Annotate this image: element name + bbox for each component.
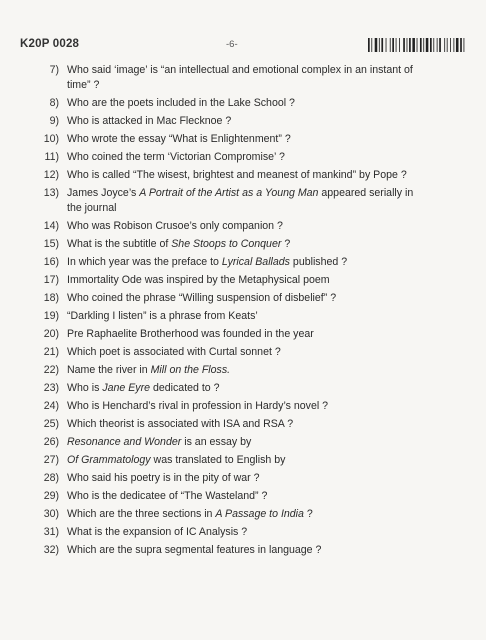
question-title-italic: Mill on the Floss. xyxy=(150,364,231,376)
question-number: 27) xyxy=(43,454,59,466)
question-item xyxy=(0,291,486,306)
question-text-segment: Who is attacked in Mac Flecknoe ? xyxy=(67,115,232,127)
question-text xyxy=(67,237,418,252)
paper-code: K20P 0028 xyxy=(20,38,80,50)
question-item xyxy=(0,471,486,486)
question-text-segment: Immortality Ode was inspired by the Metaphysical poem xyxy=(67,274,330,286)
question-item xyxy=(0,525,486,540)
question-text-segment: was translated to English by xyxy=(150,454,286,466)
question-item xyxy=(0,327,486,342)
question-text xyxy=(67,453,418,468)
question-text-segment: Who is the dedicatee of “The Wasteland” ? xyxy=(67,490,268,502)
question-text-segment: ? xyxy=(303,508,313,520)
question-list xyxy=(0,63,486,561)
question-text-segment: dedicated to ? xyxy=(150,382,220,394)
question-text-segment: Who said ‘image’ is “an intellectual and emotional complex in an instant of time” ? xyxy=(67,64,413,91)
question-text-segment: ? xyxy=(281,238,291,250)
question-item xyxy=(0,363,486,378)
question-item xyxy=(0,381,486,396)
question-text xyxy=(67,186,418,216)
question-item xyxy=(0,255,486,270)
question-item xyxy=(0,219,486,234)
question-text xyxy=(67,309,418,324)
question-number: 17) xyxy=(43,274,59,286)
question-title-italic: A Portrait of the Artist as a Young Man xyxy=(139,187,319,199)
question-item xyxy=(0,96,486,111)
question-number: 16) xyxy=(43,256,59,268)
question-text-segment: Who is called “The wisest, brightest and meanest of mankind” by Pope ? xyxy=(67,169,407,181)
question-text xyxy=(67,219,418,234)
question-text xyxy=(67,96,418,111)
question-text xyxy=(67,399,418,414)
question-item xyxy=(0,435,486,450)
question-item xyxy=(0,237,486,252)
question-item xyxy=(0,417,486,432)
question-text-segment: appeared serially in the journal xyxy=(67,187,414,214)
question-text xyxy=(67,114,418,129)
question-text xyxy=(67,435,418,450)
question-number: 18) xyxy=(43,292,59,304)
question-item xyxy=(0,186,486,216)
question-item xyxy=(0,132,486,147)
question-text xyxy=(67,273,418,288)
question-text-segment: Who was Robison Crusoe’s only companion ? xyxy=(67,220,283,232)
question-item xyxy=(0,345,486,360)
question-number: 19) xyxy=(43,310,59,322)
question-number: 26) xyxy=(43,436,59,448)
question-text-segment: Which poet is associated with Curtal sonnet ? xyxy=(67,346,281,358)
question-text-segment: In which year was the preface to xyxy=(67,256,222,268)
question-text xyxy=(67,168,418,183)
question-number: 7) xyxy=(49,64,59,76)
page-number: -6- xyxy=(226,39,238,50)
question-number: 20) xyxy=(43,328,59,340)
question-title-italic: Of Grammatology xyxy=(67,454,151,466)
question-text xyxy=(67,381,418,396)
question-text-segment: James Joyce’s xyxy=(67,187,140,199)
question-text-segment: Which are the three sections in xyxy=(67,508,216,520)
question-text-segment: Which are the supra segmental features in language ? xyxy=(67,544,322,556)
question-text xyxy=(67,345,418,360)
question-text-segment: Pre Raphaelite Brotherhood was founded in the year xyxy=(67,328,314,340)
question-item xyxy=(0,114,486,129)
question-text xyxy=(67,543,418,558)
question-text-segment: published ? xyxy=(289,256,348,268)
question-number: 14) xyxy=(43,220,59,232)
question-number: 28) xyxy=(43,472,59,484)
question-item xyxy=(0,168,486,183)
question-number: 11) xyxy=(44,151,59,163)
question-number: 10) xyxy=(43,133,59,145)
page-header xyxy=(20,38,466,56)
question-item xyxy=(0,63,486,93)
question-number: 32) xyxy=(43,544,59,556)
question-number: 24) xyxy=(43,400,59,412)
question-text-segment: Who is Henchard’s rival in profession in Hardy’s novel ? xyxy=(67,400,329,412)
question-text xyxy=(67,471,418,486)
question-text xyxy=(67,291,418,306)
question-number: 30) xyxy=(43,508,59,520)
question-text-segment: What is the expansion of IC Analysis ? xyxy=(67,526,248,538)
question-item xyxy=(0,543,486,558)
question-text-segment: What is the subtitle of xyxy=(67,238,172,250)
question-text-segment: Who wrote the essay “What is Enlightenment” ? xyxy=(67,133,291,145)
question-text-segment: Who are the poets included in the Lake School ? xyxy=(67,97,295,109)
question-text-segment: Name the river in xyxy=(67,364,151,376)
question-number: 21) xyxy=(43,346,59,358)
question-title-italic: A Passage to India xyxy=(215,508,304,520)
question-text xyxy=(67,507,418,522)
question-item xyxy=(0,399,486,414)
question-text-segment: Who coined the phrase “Willing suspension of disbelief” ? xyxy=(67,292,337,304)
question-text xyxy=(67,150,418,165)
question-number: 29) xyxy=(43,490,59,502)
question-item xyxy=(0,150,486,165)
question-text-segment: Who coined the term ‘Victorian Compromise’ ? xyxy=(67,151,285,163)
question-text xyxy=(67,327,418,342)
question-title-italic: Lyrical Ballads xyxy=(221,256,290,268)
question-number: 12) xyxy=(43,169,59,181)
question-title-italic: Jane Eyre xyxy=(102,382,151,394)
question-number: 9) xyxy=(49,115,59,127)
question-number: 22) xyxy=(43,364,59,376)
question-item xyxy=(0,489,486,504)
question-number: 15) xyxy=(43,238,59,250)
barcode-icon xyxy=(368,38,466,52)
question-text-segment: “Darkling I listen” is a phrase from Keats’ xyxy=(67,310,258,322)
question-number: 13) xyxy=(43,187,59,199)
question-number: 8) xyxy=(49,97,59,109)
question-text-segment: Who said his poetry is in the pity of war ? xyxy=(67,472,260,484)
question-title-italic: She Stoops to Conquer xyxy=(171,238,282,250)
question-text-segment: Who is xyxy=(67,382,103,394)
question-text-segment: Which theorist is associated with ISA and RSA ? xyxy=(67,418,294,430)
question-text xyxy=(67,489,418,504)
question-item xyxy=(0,309,486,324)
question-text xyxy=(67,255,418,270)
question-item xyxy=(0,273,486,288)
question-number: 23) xyxy=(43,382,59,394)
question-text xyxy=(67,132,418,147)
question-text xyxy=(67,63,418,93)
question-item xyxy=(0,507,486,522)
question-text xyxy=(67,417,418,432)
question-number: 25) xyxy=(43,418,59,430)
question-text xyxy=(67,525,418,540)
question-item xyxy=(0,453,486,468)
question-text xyxy=(67,363,418,378)
question-number: 31) xyxy=(43,526,59,538)
question-title-italic: Resonance and Wonder xyxy=(67,436,182,448)
question-text-segment: is an essay by xyxy=(181,436,252,448)
